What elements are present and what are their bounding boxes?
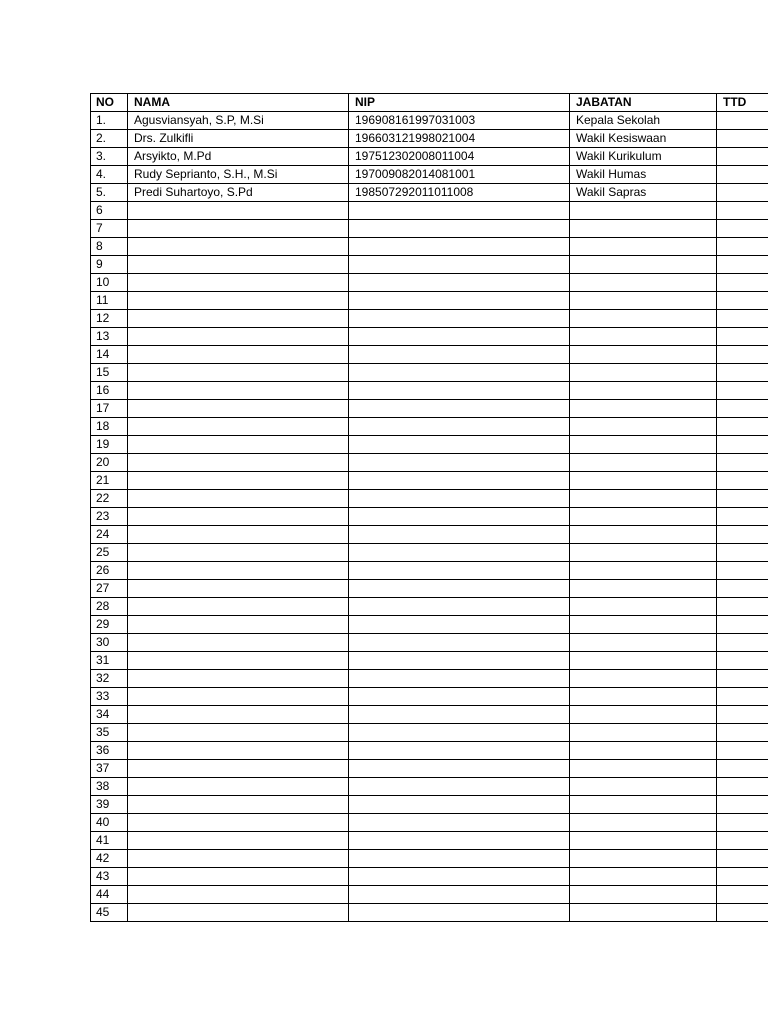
table-row	[91, 778, 768, 796]
cell-ttd[interactable]	[717, 148, 768, 166]
cell-no: 4.	[91, 166, 128, 184]
cell-nama	[128, 706, 349, 724]
cell-nama	[128, 760, 349, 778]
cell-nama	[128, 580, 349, 598]
cell-nip	[349, 778, 570, 796]
cell-jabatan	[570, 490, 717, 508]
cell-nip	[349, 364, 570, 382]
cell-nama	[128, 652, 349, 670]
cell-jabatan	[570, 436, 717, 454]
cell-jabatan	[570, 310, 717, 328]
cell-no: 21	[91, 472, 128, 490]
cell-no: 34	[91, 706, 128, 724]
table-row	[91, 202, 768, 220]
cell-nip	[349, 454, 570, 472]
column-header-jabatan: JABATAN	[570, 94, 717, 112]
cell-nama	[128, 382, 349, 400]
cell-jabatan: Wakil Kesiswaan	[570, 130, 717, 148]
cell-no: 44	[91, 886, 128, 904]
table-row	[91, 490, 768, 508]
cell-nama	[128, 742, 349, 760]
table-row	[91, 544, 768, 562]
table-row	[91, 364, 768, 382]
cell-jabatan: Wakil Sapras	[570, 184, 717, 202]
cell-no: 1.	[91, 112, 128, 130]
cell-jabatan	[570, 238, 717, 256]
cell-no: 20	[91, 454, 128, 472]
cell-no: 10	[91, 274, 128, 292]
cell-jabatan	[570, 868, 717, 886]
cell-nama: Drs. Zulkifli	[128, 130, 349, 148]
cell-ttd[interactable]	[717, 742, 768, 760]
cell-nip	[349, 490, 570, 508]
cell-jabatan	[570, 580, 717, 598]
cell-ttd[interactable]	[717, 508, 768, 526]
table-row	[91, 886, 768, 904]
cell-no: 22	[91, 490, 128, 508]
table-row	[91, 688, 768, 706]
cell-nama: Arsyikto, M.Pd	[128, 148, 349, 166]
table-row	[91, 328, 768, 346]
table-row	[91, 400, 768, 418]
cell-jabatan	[570, 292, 717, 310]
cell-nip	[349, 616, 570, 634]
cell-ttd[interactable]	[717, 418, 768, 436]
cell-nip	[349, 724, 570, 742]
cell-nip	[349, 580, 570, 598]
cell-jabatan: Wakil Humas	[570, 166, 717, 184]
cell-no: 18	[91, 418, 128, 436]
cell-no: 3.	[91, 148, 128, 166]
table-row	[91, 634, 768, 652]
cell-nama: Rudy Seprianto, S.H., M.Si	[128, 166, 349, 184]
cell-nip	[349, 598, 570, 616]
cell-nip: 197009082014081001	[349, 166, 570, 184]
cell-nip	[349, 310, 570, 328]
cell-no: 35	[91, 724, 128, 742]
cell-no: 7	[91, 220, 128, 238]
cell-no: 26	[91, 562, 128, 580]
cell-nama	[128, 346, 349, 364]
cell-nama	[128, 688, 349, 706]
table-row	[91, 382, 768, 400]
cell-nip	[349, 382, 570, 400]
cell-nip	[349, 436, 570, 454]
cell-nip	[349, 742, 570, 760]
cell-nip	[349, 814, 570, 832]
cell-nip: 196603121998021004	[349, 130, 570, 148]
cell-nip: 196908161997031003	[349, 112, 570, 130]
cell-no: 16	[91, 382, 128, 400]
cell-nip	[349, 274, 570, 292]
table-row	[91, 616, 768, 634]
cell-nip	[349, 796, 570, 814]
cell-jabatan	[570, 328, 717, 346]
cell-ttd[interactable]	[717, 706, 768, 724]
cell-nip	[349, 706, 570, 724]
table-row	[91, 166, 768, 184]
table-row	[91, 868, 768, 886]
cell-ttd[interactable]	[717, 616, 768, 634]
cell-no: 15	[91, 364, 128, 382]
cell-nip	[349, 202, 570, 220]
cell-nip: 197512302008011004	[349, 148, 570, 166]
cell-jabatan	[570, 724, 717, 742]
cell-ttd[interactable]	[717, 256, 768, 274]
cell-nama	[128, 292, 349, 310]
table-row	[91, 130, 768, 148]
table-row	[91, 346, 768, 364]
cell-nip	[349, 760, 570, 778]
cell-jabatan	[570, 904, 717, 922]
cell-ttd[interactable]	[717, 346, 768, 364]
cell-nama	[128, 670, 349, 688]
cell-nama	[128, 544, 349, 562]
attendance-table	[90, 93, 768, 922]
cell-nip	[349, 904, 570, 922]
cell-ttd[interactable]	[717, 184, 768, 202]
cell-jabatan	[570, 382, 717, 400]
cell-nip	[349, 886, 570, 904]
cell-no: 5.	[91, 184, 128, 202]
table-row	[91, 436, 768, 454]
cell-ttd[interactable]	[717, 904, 768, 922]
cell-ttd[interactable]	[717, 112, 768, 130]
cell-ttd[interactable]	[717, 454, 768, 472]
cell-no: 43	[91, 868, 128, 886]
cell-nama	[128, 328, 349, 346]
cell-jabatan	[570, 778, 717, 796]
cell-ttd[interactable]	[717, 724, 768, 742]
cell-jabatan	[570, 202, 717, 220]
table-row	[91, 706, 768, 724]
cell-ttd[interactable]	[717, 670, 768, 688]
cell-nama	[128, 472, 349, 490]
cell-ttd[interactable]	[717, 886, 768, 904]
table-row	[91, 832, 768, 850]
cell-jabatan	[570, 472, 717, 490]
cell-nip	[349, 400, 570, 418]
cell-nama	[128, 886, 349, 904]
cell-no: 31	[91, 652, 128, 670]
column-header-nama: NAMA	[128, 94, 349, 112]
cell-no: 14	[91, 346, 128, 364]
cell-ttd[interactable]	[717, 652, 768, 670]
table-row	[91, 274, 768, 292]
cell-no: 24	[91, 526, 128, 544]
cell-no: 32	[91, 670, 128, 688]
cell-no: 41	[91, 832, 128, 850]
cell-no: 13	[91, 328, 128, 346]
cell-nama	[128, 634, 349, 652]
cell-jabatan	[570, 616, 717, 634]
cell-jabatan	[570, 652, 717, 670]
cell-jabatan	[570, 544, 717, 562]
cell-ttd[interactable]	[717, 472, 768, 490]
cell-jabatan	[570, 796, 717, 814]
cell-ttd[interactable]	[717, 436, 768, 454]
table-row	[91, 598, 768, 616]
cell-jabatan	[570, 418, 717, 436]
cell-nip	[349, 850, 570, 868]
cell-nip	[349, 688, 570, 706]
cell-ttd[interactable]	[717, 310, 768, 328]
cell-nip	[349, 562, 570, 580]
cell-nama	[128, 400, 349, 418]
cell-nama	[128, 868, 349, 886]
cell-jabatan: Wakil Kurikulum	[570, 148, 717, 166]
table-row	[91, 454, 768, 472]
table-row	[91, 112, 768, 130]
cell-nip	[349, 508, 570, 526]
cell-no: 27	[91, 580, 128, 598]
cell-ttd[interactable]	[717, 832, 768, 850]
cell-no: 40	[91, 814, 128, 832]
cell-no: 8	[91, 238, 128, 256]
cell-nip	[349, 328, 570, 346]
cell-nama	[128, 778, 349, 796]
cell-jabatan	[570, 742, 717, 760]
cell-ttd[interactable]	[717, 778, 768, 796]
cell-nama	[128, 904, 349, 922]
cell-nip	[349, 832, 570, 850]
table-row	[91, 760, 768, 778]
cell-nama	[128, 274, 349, 292]
table-row	[91, 904, 768, 922]
cell-no: 37	[91, 760, 128, 778]
cell-jabatan	[570, 364, 717, 382]
table-row	[91, 580, 768, 598]
cell-jabatan	[570, 634, 717, 652]
cell-ttd[interactable]	[717, 292, 768, 310]
cell-ttd[interactable]	[717, 400, 768, 418]
table-header	[91, 94, 768, 112]
cell-jabatan	[570, 598, 717, 616]
cell-no: 6	[91, 202, 128, 220]
cell-jabatan	[570, 670, 717, 688]
cell-nama	[128, 220, 349, 238]
cell-no: 33	[91, 688, 128, 706]
cell-nama	[128, 508, 349, 526]
cell-no: 38	[91, 778, 128, 796]
cell-nip	[349, 670, 570, 688]
cell-jabatan	[570, 274, 717, 292]
cell-nama	[128, 418, 349, 436]
table-row	[91, 310, 768, 328]
cell-jabatan	[570, 526, 717, 544]
cell-no: 11	[91, 292, 128, 310]
cell-jabatan	[570, 562, 717, 580]
cell-nip	[349, 238, 570, 256]
cell-nip	[349, 346, 570, 364]
cell-jabatan	[570, 256, 717, 274]
cell-ttd[interactable]	[717, 130, 768, 148]
cell-ttd[interactable]	[717, 580, 768, 598]
cell-nama	[128, 562, 349, 580]
cell-nama	[128, 454, 349, 472]
cell-no: 25	[91, 544, 128, 562]
table-row	[91, 850, 768, 868]
table-row	[91, 508, 768, 526]
cell-no: 2.	[91, 130, 128, 148]
cell-ttd[interactable]	[717, 634, 768, 652]
cell-no: 42	[91, 850, 128, 868]
cell-nip	[349, 652, 570, 670]
cell-nama	[128, 814, 349, 832]
cell-nip	[349, 544, 570, 562]
cell-ttd[interactable]	[717, 274, 768, 292]
cell-jabatan	[570, 346, 717, 364]
table-row	[91, 562, 768, 580]
header-row	[91, 94, 768, 112]
cell-ttd[interactable]	[717, 850, 768, 868]
cell-ttd[interactable]	[717, 364, 768, 382]
table-row	[91, 814, 768, 832]
table-body	[91, 112, 768, 922]
table-row	[91, 418, 768, 436]
cell-no: 30	[91, 634, 128, 652]
cell-nip	[349, 418, 570, 436]
cell-no: 29	[91, 616, 128, 634]
cell-ttd[interactable]	[717, 760, 768, 778]
cell-nama	[128, 796, 349, 814]
table-row	[91, 670, 768, 688]
cell-jabatan	[570, 688, 717, 706]
table-row	[91, 796, 768, 814]
cell-ttd[interactable]	[717, 544, 768, 562]
cell-nama: Agusviansyah, S.P, M.Si	[128, 112, 349, 130]
cell-jabatan	[570, 850, 717, 868]
cell-nip	[349, 292, 570, 310]
cell-jabatan: Kepala Sekolah	[570, 112, 717, 130]
table-row	[91, 220, 768, 238]
cell-no: 19	[91, 436, 128, 454]
cell-no: 39	[91, 796, 128, 814]
cell-no: 28	[91, 598, 128, 616]
table-row	[91, 148, 768, 166]
cell-nip	[349, 868, 570, 886]
cell-nama	[128, 850, 349, 868]
table-row	[91, 652, 768, 670]
cell-nip	[349, 220, 570, 238]
cell-ttd[interactable]	[717, 202, 768, 220]
table-row	[91, 526, 768, 544]
cell-ttd[interactable]	[717, 238, 768, 256]
table-row	[91, 724, 768, 742]
cell-nama	[128, 490, 349, 508]
cell-ttd[interactable]	[717, 688, 768, 706]
cell-no: 17	[91, 400, 128, 418]
cell-jabatan	[570, 508, 717, 526]
column-header-ttd: TTD	[717, 94, 768, 112]
cell-ttd[interactable]	[717, 598, 768, 616]
cell-jabatan	[570, 886, 717, 904]
cell-nama	[128, 724, 349, 742]
cell-nama	[128, 364, 349, 382]
cell-ttd[interactable]	[717, 490, 768, 508]
cell-jabatan	[570, 706, 717, 724]
table-row	[91, 742, 768, 760]
cell-nama	[128, 526, 349, 544]
cell-jabatan	[570, 454, 717, 472]
cell-nama	[128, 832, 349, 850]
cell-nip	[349, 472, 570, 490]
cell-nama	[128, 310, 349, 328]
cell-ttd[interactable]	[717, 562, 768, 580]
cell-no: 36	[91, 742, 128, 760]
cell-ttd[interactable]	[717, 796, 768, 814]
cell-nip	[349, 256, 570, 274]
cell-ttd[interactable]	[717, 814, 768, 832]
cell-jabatan	[570, 832, 717, 850]
cell-jabatan	[570, 760, 717, 778]
cell-no: 9	[91, 256, 128, 274]
cell-nip	[349, 526, 570, 544]
cell-ttd[interactable]	[717, 328, 768, 346]
cell-nama	[128, 598, 349, 616]
cell-ttd[interactable]	[717, 220, 768, 238]
column-header-nip: NIP	[349, 94, 570, 112]
cell-nama	[128, 202, 349, 220]
column-header-no: NO	[91, 94, 128, 112]
cell-jabatan	[570, 400, 717, 418]
cell-jabatan	[570, 814, 717, 832]
cell-ttd[interactable]	[717, 526, 768, 544]
cell-ttd[interactable]	[717, 868, 768, 886]
cell-ttd[interactable]	[717, 382, 768, 400]
table-row	[91, 472, 768, 490]
cell-nama	[128, 238, 349, 256]
cell-no: 23	[91, 508, 128, 526]
table-row	[91, 184, 768, 202]
cell-jabatan	[570, 220, 717, 238]
cell-nama: Predi Suhartoyo, S.Pd	[128, 184, 349, 202]
cell-nip	[349, 634, 570, 652]
cell-ttd[interactable]	[717, 166, 768, 184]
cell-nama	[128, 256, 349, 274]
cell-no: 12	[91, 310, 128, 328]
cell-nip: 198507292011011008	[349, 184, 570, 202]
table-row	[91, 256, 768, 274]
table-row	[91, 238, 768, 256]
cell-nama	[128, 436, 349, 454]
cell-no: 45	[91, 904, 128, 922]
table-row	[91, 292, 768, 310]
cell-nama	[128, 616, 349, 634]
